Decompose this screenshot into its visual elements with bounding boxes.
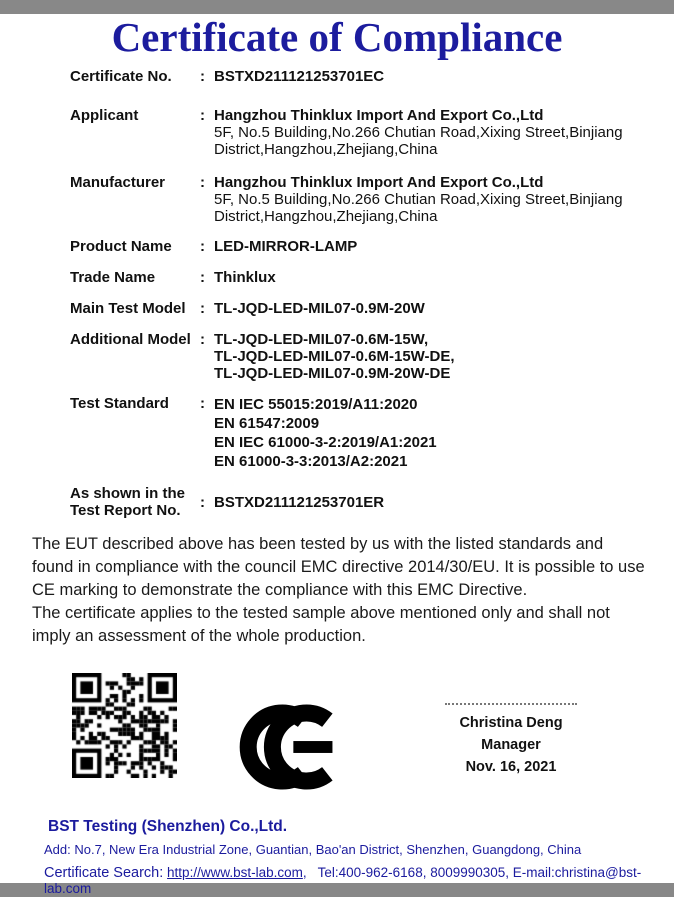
- manufacturer-address-line2: District,Hangzhou,Zhejiang,China: [214, 208, 438, 225]
- statement-paragraph-2: The certificate applies to the tested sample above mentioned only and shall not imply an assessment of the whole production.: [32, 604, 610, 645]
- signer-name: Christina Deng: [459, 715, 563, 731]
- applicant-company: Hangzhou Thinklux Import And Export Co.,Ltd: [214, 107, 544, 124]
- main-test-model-value: TL-JQD-LED-MIL07-0.9M-20W: [214, 300, 425, 317]
- field-label: Manufacturer: [70, 174, 166, 191]
- field-label: Trade Name: [70, 269, 156, 286]
- field-colon: :: [200, 300, 205, 317]
- field-colon: :: [200, 269, 205, 286]
- field-row-main-test-model: [70, 300, 674, 317]
- additional-model-line: TL-JQD-LED-MIL07-0.6M-15W-DE,: [214, 348, 455, 365]
- field-label: Applicant: [70, 107, 139, 124]
- test-standard-value: [214, 395, 437, 471]
- product-name-value: LED-MIRROR-LAMP: [214, 238, 358, 255]
- field-colon: :: [200, 174, 205, 191]
- compliance-statement: [32, 533, 648, 648]
- test-report-number-value: BSTXD211121253701ER: [214, 493, 385, 511]
- additional-model-line: TL-JQD-LED-MIL07-0.6M-15W,: [214, 331, 429, 348]
- field-label: Certificate No.: [70, 68, 172, 85]
- signer-role: Manager: [481, 737, 541, 753]
- field-row-applicant: [70, 107, 674, 158]
- field-colon: :: [200, 107, 205, 124]
- certificate-search-link[interactable]: http://www.bst-lab.com: [167, 865, 303, 880]
- manufacturer-address-line1: 5F, No.5 Building,No.266 Chutian Road,Xixing Street,Binjiang: [214, 191, 623, 208]
- manufacturer-company: Hangzhou Thinklux Import And Export Co.,Ltd: [214, 174, 544, 191]
- graphics-row: [0, 673, 674, 795]
- certificate-page: [0, 14, 674, 896]
- field-colon: :: [200, 238, 205, 255]
- certificate-search-line: [44, 865, 674, 897]
- test-report-label-line1: As shown in the: [70, 485, 186, 502]
- trade-name-value: Thinklux: [214, 269, 276, 286]
- applicant-address-line1: 5F, No.5 Building,No.266 Chutian Road,Xixing Street,Binjiang: [214, 124, 623, 141]
- field-label: Test Standard: [70, 395, 169, 412]
- field-row-manufacturer: [70, 174, 674, 225]
- test-standard-line: EN 61000-3-3:2013/A2:2021: [214, 453, 408, 470]
- statement-paragraph-1: The EUT described above has been tested by us with the listed standards and found in compliance with the council EMC directive 2014/30/EU. It is possible to use CE marking to demonstrate the compliance with this EMC Directive.: [32, 535, 645, 599]
- field-label: Product Name: [70, 238, 172, 255]
- issuer-address: Add: No.7, New Era Industrial Zone, Guantian, Bao'an District, Shenzhen, Guangdong, China: [44, 842, 582, 857]
- test-standard-line: EN 61547:2009: [214, 415, 320, 432]
- field-row-trade-name: [70, 269, 674, 286]
- field-row-test-standard: [70, 395, 674, 471]
- certificate-number-value: BSTXD211121253701EC: [214, 68, 385, 85]
- field-colon: :: [200, 395, 205, 412]
- additional-model-value: [214, 331, 455, 382]
- test-standard-line: EN IEC 55015:2019/A11:2020: [214, 396, 418, 413]
- qr-code: [72, 673, 177, 778]
- field-row-certificate-no: [70, 68, 674, 85]
- issuer-company-name: BST Testing (Shenzhen) Co.,Ltd.: [48, 818, 288, 835]
- certificate-title: Certificate of Compliance: [111, 14, 563, 60]
- field-colon: :: [200, 331, 205, 348]
- field-row-test-report-no: [70, 485, 674, 519]
- field-row-product-name: [70, 238, 674, 255]
- field-label: Additional Model: [70, 331, 191, 348]
- field-colon: :: [200, 493, 205, 511]
- ce-mark-icon: [233, 704, 335, 795]
- manufacturer-value: [214, 174, 623, 225]
- issuer-footer: [44, 817, 674, 897]
- signature-date: Nov. 16, 2021: [465, 759, 557, 775]
- test-standard-line: EN IEC 61000-3-2:2019/A1:2021: [214, 434, 437, 451]
- issuer-contact-info: , Tel:400-962-6168, 8009990305, E-mail:christina@bst-lab.com: [44, 865, 642, 896]
- field-row-additional-model: [70, 331, 674, 382]
- certificate-fields: [70, 68, 674, 519]
- signature-block: [445, 703, 577, 795]
- test-report-label-line2: Test Report No.: [70, 502, 181, 519]
- signature-dotted-line: [445, 703, 577, 705]
- certificate-search-label: Certificate Search:: [44, 865, 164, 881]
- applicant-value: [214, 107, 623, 158]
- field-label: Main Test Model: [70, 300, 186, 317]
- applicant-address-line2: District,Hangzhou,Zhejiang,China: [214, 141, 438, 158]
- field-colon: :: [200, 68, 205, 85]
- additional-model-line: TL-JQD-LED-MIL07-0.9M-20W-DE: [214, 365, 451, 382]
- field-label: [70, 485, 200, 519]
